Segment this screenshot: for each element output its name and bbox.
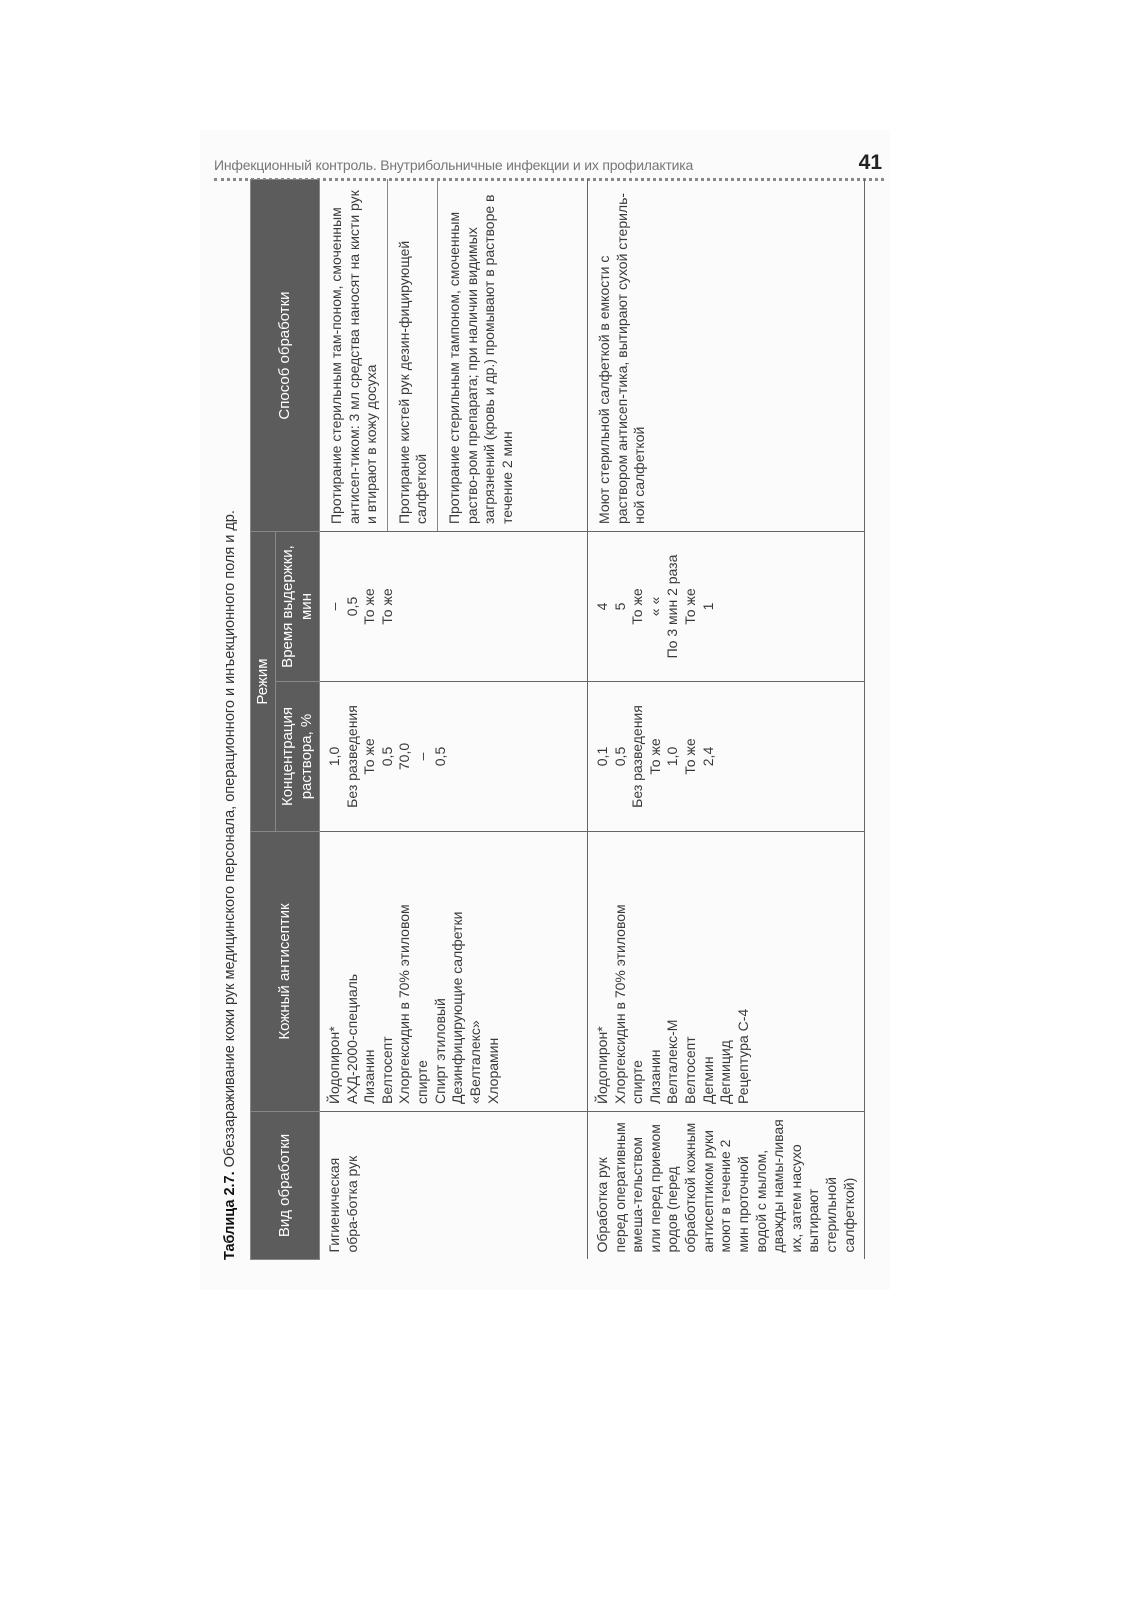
cell-times	[319, 532, 587, 682]
list-item: Без разведения	[343, 705, 360, 808]
list-item: «Велталекс»	[466, 1020, 483, 1104]
list-item: Лизанин	[646, 1049, 663, 1104]
list-item: 0,5	[611, 746, 628, 767]
list-item: Рецептура С-4	[734, 1008, 751, 1104]
method-item: Протирание кистей рук дезин-фицирующей салфеткой	[394, 180, 438, 532]
list-item: 0,5	[378, 746, 395, 767]
method-item: Протирание стерильным тампоном, смоченным раство-ром препарата; при наличии видимых загрязнений (кровь и др.) промывают в растворе в течение 2 мин	[446, 194, 515, 524]
list-item: Йодопирон*	[325, 1026, 342, 1104]
header-mode: Режим	[251, 532, 276, 832]
list-item: АХД-2000-специаль	[343, 973, 360, 1104]
list-item: Дегмицид	[717, 1040, 734, 1104]
table-caption	[222, 180, 238, 1260]
list-item: –	[325, 602, 342, 611]
caption-label: Таблица 2.7.	[222, 1171, 238, 1260]
list-item: То же	[682, 588, 699, 625]
running-title: Инфекционный контроль. Внутрибольничные инфекции и их профилактика	[214, 157, 694, 173]
caption-text: Обеззараживание кожи рук медицинского персонала, операционного и инъекционного поля и др.	[222, 510, 238, 1168]
list-item: Хлоргексидин в 70% этиловом	[611, 904, 628, 1104]
cell-concentrations	[587, 682, 864, 832]
cell-methods	[319, 180, 587, 532]
page-number: 41	[858, 151, 882, 174]
list-item: спирте	[629, 1060, 646, 1104]
table-row	[319, 180, 587, 1260]
list-item: То же	[682, 738, 699, 775]
method-item: Моют стерильной салфеткой в емкости с раствором антисеп-тика, вытирают сухой стериль-ной салфеткой	[595, 192, 648, 524]
list-item: По 3 мин 2 раза	[664, 554, 681, 659]
header-type: Вид обработки	[251, 1112, 320, 1260]
list-item: Без разведения	[629, 705, 646, 808]
header-antiseptic: Кожный антисептик	[251, 832, 320, 1112]
list-item: –	[414, 752, 431, 761]
list-item: 0,5	[431, 746, 448, 767]
list-item: Лизанин	[361, 1049, 378, 1104]
list-item: Велтосепт	[682, 1036, 699, 1104]
header-method: Способ обработки	[251, 180, 320, 532]
list-item: То же	[361, 738, 378, 775]
cell-type: Обработка рук перед оперативным вмеша-тельством или перед приемом родов (перед обработкой кожным антисептиком руки моют в течение 2 мин проточной водой с мылом, дважды намы-ливая их, затем насухо вытирают стерильной салфеткой)	[587, 1112, 864, 1260]
list-item: 1	[699, 602, 716, 611]
disinfection-table	[250, 179, 865, 1260]
list-item: То же	[361, 588, 378, 625]
list-item: 70,0	[396, 742, 413, 771]
list-item: 2,4	[699, 746, 716, 767]
method-item: Протирание стерильным там-поном, смоченным антисеп-тиком: 3 мл средства наносят на кисти рук и втирают в кожу досуха	[326, 180, 388, 532]
list-item: Хлорамин	[484, 1037, 501, 1104]
rotated-table-block	[222, 180, 862, 1260]
header-time: Время выдержки, мин	[276, 532, 320, 682]
list-item: Велтосепт	[378, 1036, 395, 1104]
table-row	[587, 180, 864, 1260]
list-item: 1,0	[664, 746, 681, 767]
list-item: Дезинфицирующие салфетки	[449, 911, 466, 1104]
cell-times	[587, 532, 864, 682]
cell-antiseptics	[319, 832, 587, 1112]
list-item: То же	[646, 738, 663, 775]
list-item: То же	[378, 588, 395, 625]
list-item: 5	[611, 602, 628, 611]
list-item: Дегмин	[699, 1056, 716, 1104]
list-item: 0,1	[593, 746, 610, 767]
cell-antiseptics	[587, 832, 864, 1112]
list-item: То же	[629, 588, 646, 625]
list-item: 4	[593, 602, 610, 611]
list-item: 1,0	[325, 746, 342, 767]
list-item: « «	[646, 596, 663, 617]
list-item: Спирт этиловый	[431, 998, 448, 1104]
header-concentration: Концентрация раствора, %	[276, 682, 320, 832]
list-item: 0,5	[343, 596, 360, 617]
list-item: Хлоргексидин в 70% этиловом	[396, 904, 413, 1104]
cell-methods	[587, 180, 864, 532]
list-item: спирте	[414, 1060, 431, 1104]
cell-type: Гигиеническая обра-ботка рук	[319, 1112, 587, 1260]
cell-concentrations	[319, 682, 587, 832]
list-item: Велталекс-М	[664, 1019, 681, 1104]
list-item: Йодопирон*	[593, 1026, 610, 1104]
